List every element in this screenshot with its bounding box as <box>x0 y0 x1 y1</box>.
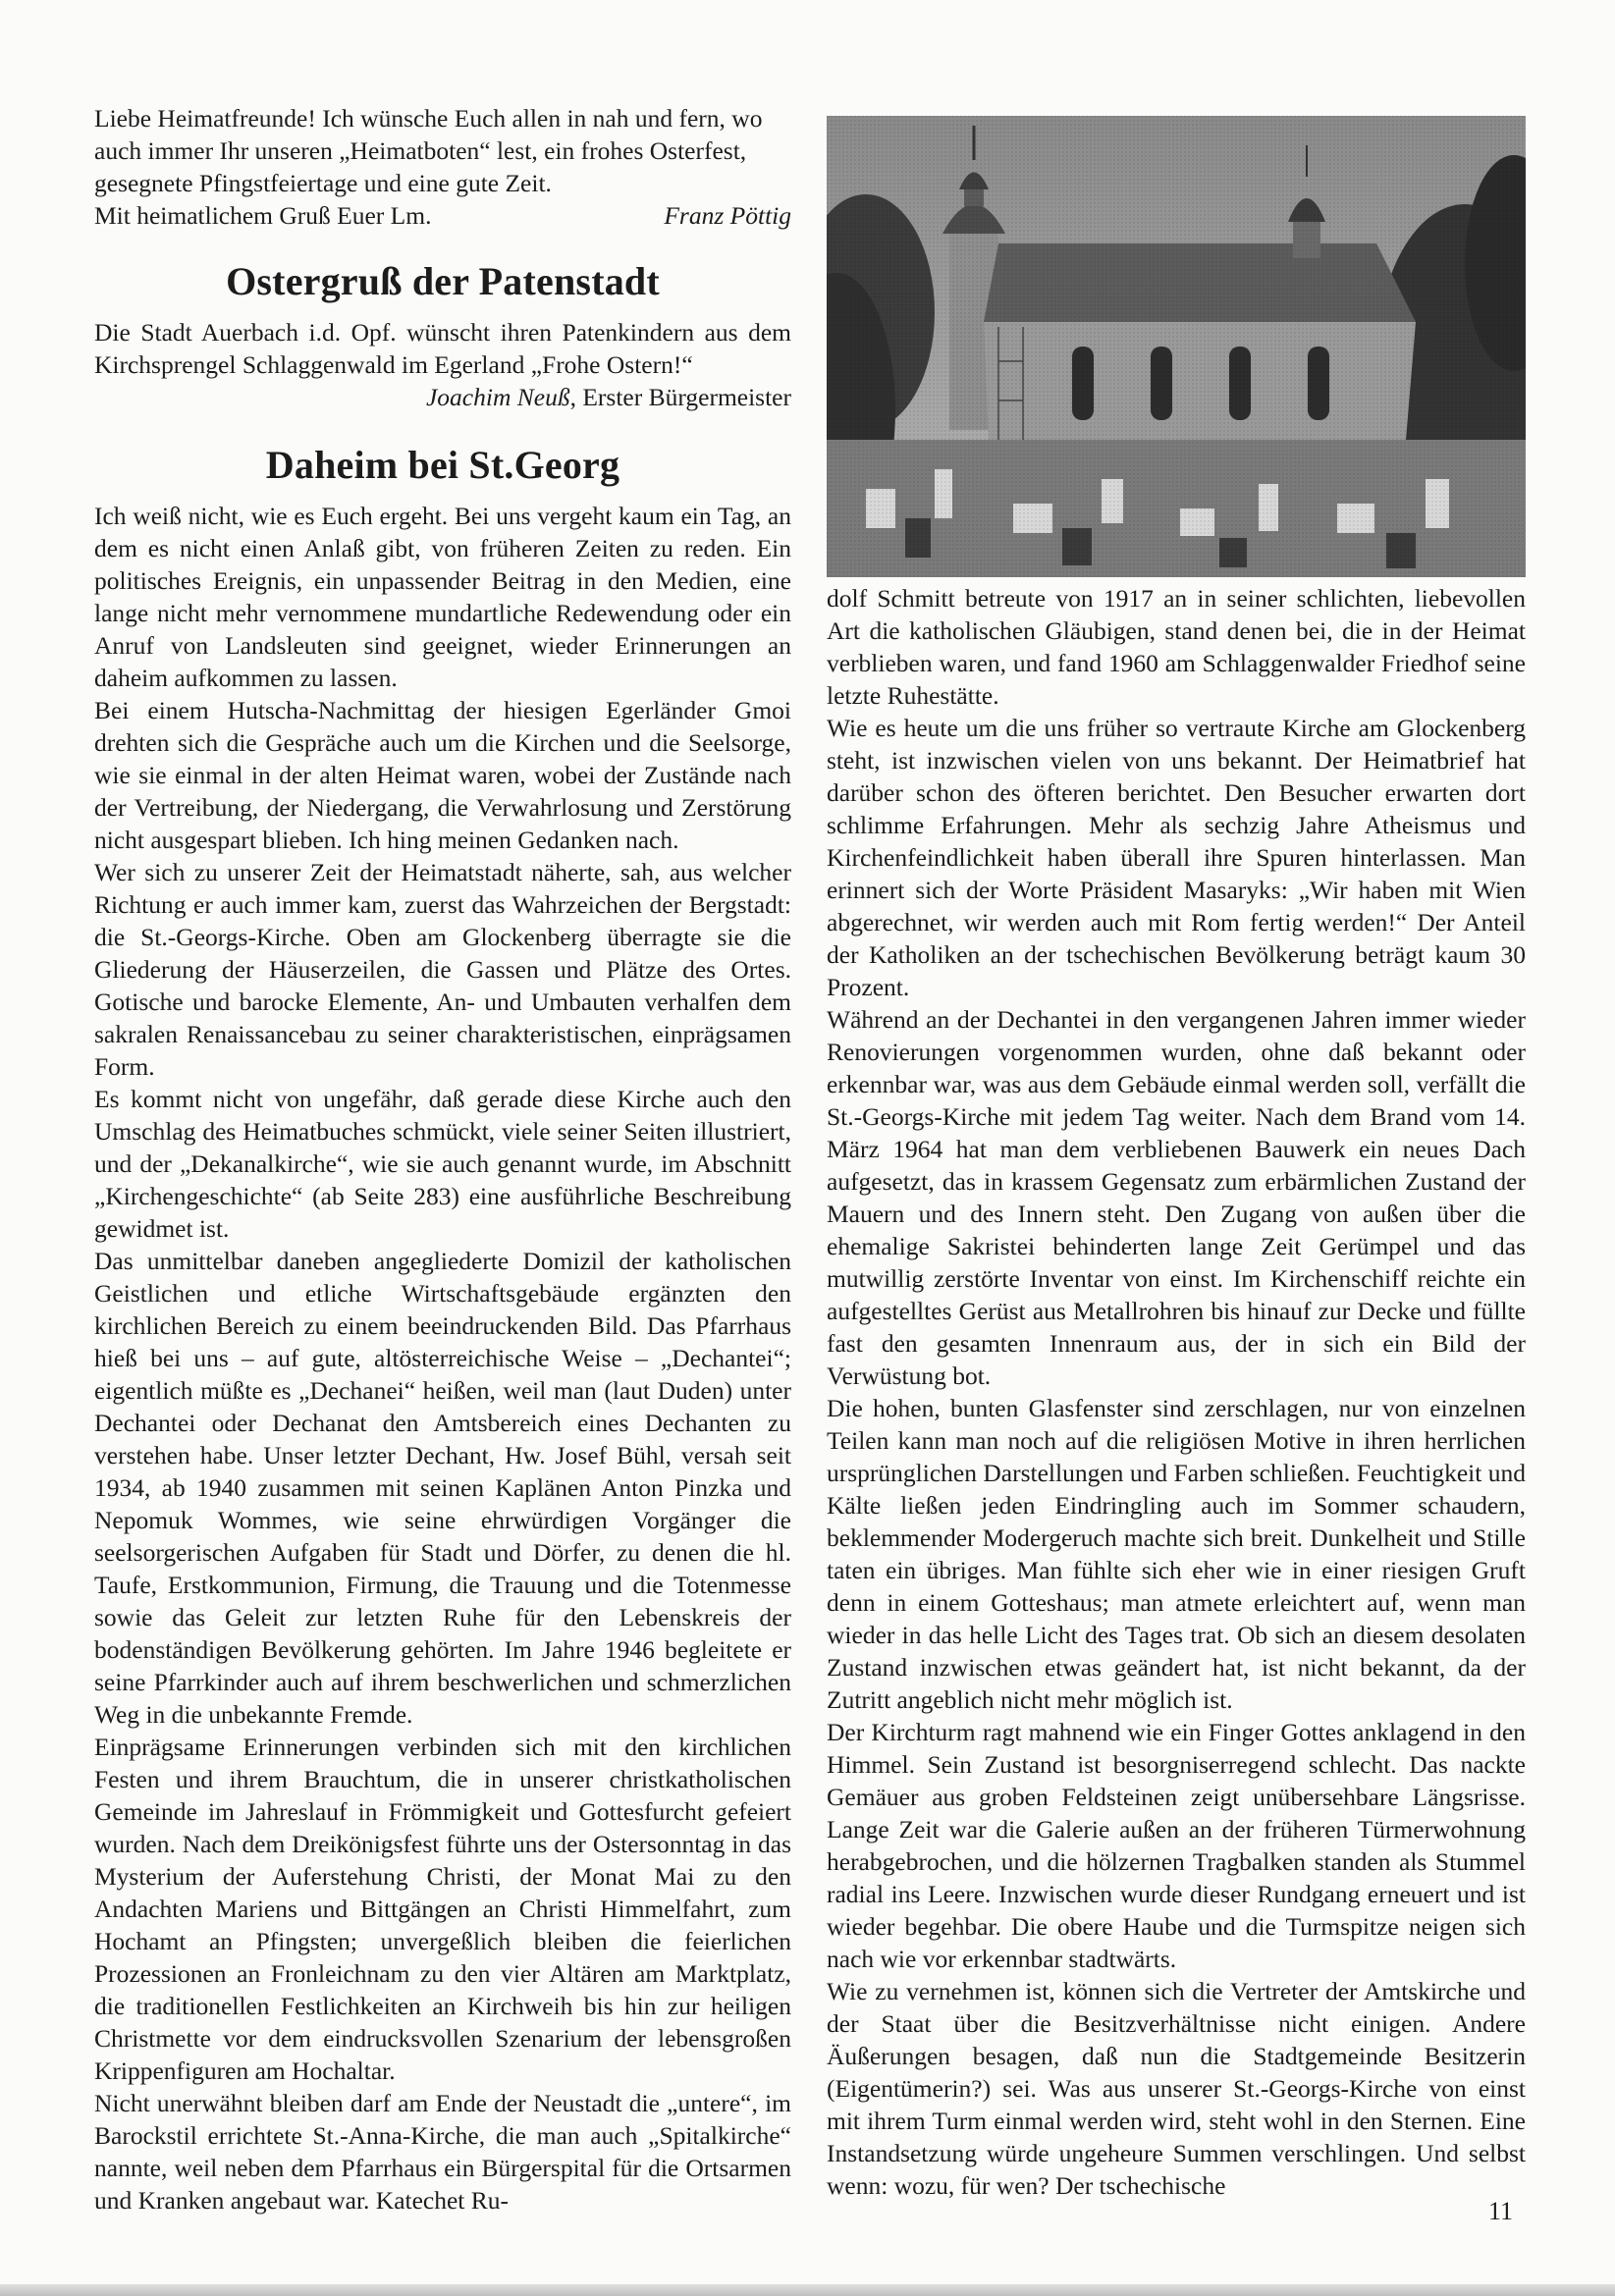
paragraph: Ich weiß nicht, wie es Euch ergeht. Bei uns vergeht kaum ein Tag, an dem es nicht einen Anlaß gibt, von früheren Zeiten zu reden. Ein politisches Ereignis, ein unpassender Beitrag in den Medien, eine lange nicht mehr vernommene mundartliche Redewendung oder ein Anruf von Landsleuten sind geeignet, wieder Erinnerungen an daheim aufkommen zu lassen. <box>94 502 791 692</box>
paragraph: Es kommt nicht von ungefähr, daß gerade diese Kirche auch den Umschlag des Heimatbuches schmückt, viele seiner Seiten illustriert, und der „Dekanalkirche“, wie sie auch genannt wurde, im Abschnitt „Kirchengeschichte“ (ab Seite 283) eine ausführliche Beschreibung gewidmet ist. <box>94 1085 791 1243</box>
signer-role: , Erster Bürgermeister <box>569 383 791 411</box>
left-column <box>94 102 791 2216</box>
paragraph: dolf Schmitt betreute von 1917 an in seiner schlichten, liebevollen Art die katholischen Gläubigen, stand denen bei, die in der Heimat verblieben waren, und fand 1960 am Schlaggenwalder Friedhof seine letzte Ruhestätte. <box>827 584 1526 710</box>
patenstadt-signature <box>94 381 791 413</box>
paragraph: Einprägsame Erinnerungen verbinden sich mit den kirchlichen Festen und ihrem Brauchtum, die in unserer christkatholischen Gemeinde im Jahreslauf in Frömmigkeit und Gottesfurcht gefeiert wurden. Nach dem Dreikönigsfest führte uns der Ostersonntag in das Mysterium der Auferstehung Christi, der Monat Mai zu den Andachten Mariens und Bittgängen an Christi Himmelfahrt, zum Hochamt an Pfingsten; unvergeßlich bleiben die feierlichen Prozessionen an Fronleichnam zu den vier Altären am Marktplatz, die traditionellen Festlichkeiten an Kirchweih bis hin zur heiligen Christmette vor dem eindrucksvollen Szenarium der lebensgroßen Krippenfiguren am Hochaltar. <box>94 1733 791 2085</box>
article-title-st-georg: Daheim bei St.Georg <box>265 443 620 487</box>
paragraph: Das unmittelbar daneben angegliederte Domizil der katholischen Geistlichen und etliche Wirtschaftsgebäude ergänzten den kirchlichen Bereich zu einem beeindruckenden Bild. Das Pfarrhaus hieß bei uns – auf gute, altösterreichische Weise – „Dechantei“; eigentlich müßte es „Dechanei“ heißen, weil man (laut Duden) unter Dechantei oder Dechanat den Amtsbereich eines Dechanten zu verstehen habe. Unser letzter Dechant, Hw. Josef Bühl, versah seit 1934, ab 1940 zusammen mit seinen Kaplänen Anton Pinzka und Nepomuk Wommes, wie seine ehrwürdigen Vorgänger die seelsorgerischen Aufgaben für Stadt und Dörfer, zu denen die hl. Taufe, Erstkommunion, Firmung, die Trauung und die Totenmesse sowie das Geleit zur letzten Ruhe für den Lebenskreis der bodenständigen Bevölkerung gehörten. Im Jahre 1946 begleitete er seine Pfarrkinder auch auf ihrem beschwerlichen und schmerzlichen Weg in die unbekannte Fremde. <box>94 1247 791 1729</box>
intro-text: Liebe Heimatfreunde! Ich wünsche Euch allen in nah und fern, wo auch immer Ihr unseren „Heimatboten“ lest, ein frohes Osterfest, gesegnete Pfingstfeiertage und eine gute Zeit. <box>94 104 763 197</box>
right-column <box>827 582 1526 2202</box>
signer-name: Joachim Neuß <box>425 383 570 411</box>
paragraph: Während an der Dechantei in den vergangenen Jahren immer wieder Renovierungen vorgenommen wurden, ohne daß bekannt oder erkennbar war, was aus dem Gebäude einmal werden soll, verfällt die St.-Georgs-Kirche mit jedem Tag weiter. Nach dem Brand vom 14. März 1964 hat man dem verbliebenen Bauwerk ein neues Dach aufgesetzt, das in krassem Gegensatz zum erbärmlichen Zustand der Mauern und des Innern steht. Den Zugang von außen über die ehemalige Sakristei behinderten lange Zeit Gerümpel und das mutwillig zerstörte Inventar von einst. Im Kirchenschiff reichte ein aufgestelltes Gerüst aus Metallrohren bis hinauf zur Decke und füllte fast den gesamten Innenraum aus, der in sich ein Bild der Verwüstung bot. <box>827 1005 1526 1390</box>
paragraph: Der Kirchturm ragt mahnend wie ein Finger Gottes anklagend in den Himmel. Sein Zustand ist besorgniserregend schlecht. Das nackte Gemäuer aus groben Feldsteinen zeigt unübersehbare Längsrisse. Lange Zeit war die Galerie außen an der früheren Türmerwohnung herabgebrochen, und die hölzernen Tragbalken standen als Stummel radial ins Leere. Inzwischen wurde dieser Rundgang erneuert und ist wieder begehbar. Die obere Haube und die Turmspitze neigen sich nach wie vor erkennbar stadtwärts. <box>827 1718 1526 1973</box>
patenstadt-text: Die Stadt Auerbach i.d. Opf. wünscht ihren Patenkindern aus dem Kirchsprengel Schlaggenwald im Egerland „Frohe Ostern!“ <box>94 318 791 379</box>
intro-closing: Mit heimatlichem Gruß Euer Lm. <box>94 201 432 230</box>
article-title-patenstadt: Ostergruß der Patenstadt <box>226 259 660 303</box>
paragraph: Wie es heute um die uns früher so vertraute Kirche am Glockenberg steht, ist inzwischen vielen von uns bekannt. Der Heimatbrief hat darüber schon des öfteren berichtet. Den Besucher erwarten dort schlimme Erfahrungen. Mehr als sechzig Jahre Atheismus und Kirchenfeindlichkeit haben überall ihre Spuren hinterlassen. Man erinnert sich der Worte Präsident Masaryks: „Wir haben mit Wien abgerechnet, wir werden auch mit Rom fertig werden!“ Der Anteil der Katholiken an der tschechischen Bevölkerung beträgt kaum 30 Prozent. <box>827 714 1526 1001</box>
paragraph: Wer sich zu unserer Zeit der Heimatstadt näherte, sah, aus welcher Richtung er auch immer kam, zuerst das Wahrzeichen der Bergstadt: die St.-Georgs-Kirche. Oben am Glockenberg überragte sie die Gliederung der Häuserzeilen, die Gassen und Plätze des Ortes. Gotische und barocke Elemente, An- und Umbauten verhalfen dem sakralen Renaissancebau zu seiner charakteristischen, einprägsamen Form. <box>94 858 791 1081</box>
paragraph: Bei einem Hutscha-Nachmittag der hiesigen Egerländer Gmoi drehten sich die Gespräche auch um die Kirchen und die Seelsorge, wie sie einmal in der alten Heimat waren, wobei der Zustände nach der Vertreibung, der Niedergang, die Verwahrlosung und Zerstörung nicht ausgespart blieben. Ich hing meinen Gedanken nach. <box>94 696 791 854</box>
paragraph: Nicht unerwähnt bleiben darf am Ende der Neustadt die „untere“, im Barockstil errichtete St.-Anna-Kirche, die man auch „Spitalkirche“ nannte, weil neben dem Pfarrhaus ein Bürgerspital für die Ortsarmen und Kranken angebaut war. Katechet Ru- <box>94 2089 791 2215</box>
page-number: 11 <box>1487 2197 1513 2225</box>
intro-author: Franz Pöttig <box>664 201 791 230</box>
scan-edge <box>0 2284 1615 2296</box>
intro-paragraph <box>94 102 791 232</box>
paragraph: Wie zu vernehmen ist, können sich die Vertreter der Amtskirche und der Staat über die Besitzverhältnisse nicht einigen. Andere Äußerungen besagen, daß nun die Stadtgemeinde Besitzerin (Eigentümerin?) sei. Was aus unserer St.-Georgs-Kirche von einst mit ihrem Turm einmal werden wird, steht wohl in den Sternen. Eine Instandsetzung würde ungeheure Summen verschlingen. Und selbst wenn: wozu, für wen? Der tschechische <box>827 1977 1526 2200</box>
church-photo <box>827 116 1526 577</box>
paragraph: Die hohen, bunten Glasfenster sind zerschlagen, nur von einzelnen Teilen kann man noch auf die religiösen Motive in ihren herrlichen ursprünglichen Darstellungen und Farben schließen. Feuchtigkeit und Kälte ließen jeden Eindringling auch im Sommer schaudern, beklemmender Modergeruch machte sich breit. Dunkelheit und Stille taten ein übriges. Man fühlte sich eher wie in einer riesigen Gruft denn in einem Gotteshaus; man atmete erleichtert auf, wenn man wieder in das helle Licht des Tages trat. Ob sich an diesem desolaten Zustand inzwischen etwas geändert hat, ist nicht bekannt, da der Zutritt angeblich nicht mehr möglich ist. <box>827 1394 1526 1714</box>
